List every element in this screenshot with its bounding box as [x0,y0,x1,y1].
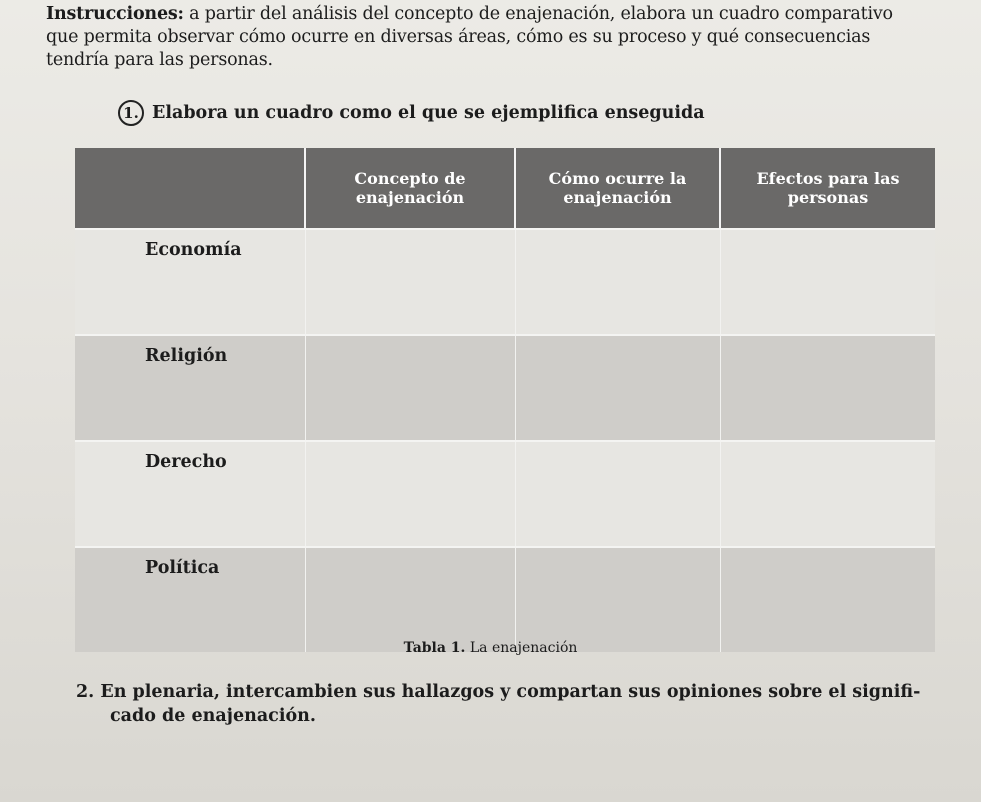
caption-text: La enajenación [465,640,578,656]
table-caption [0,640,981,656]
table-cell[interactable] [515,229,720,335]
instructions-line-2: que permita observar cómo ocurre en diversas áreas, cómo es su proceso y qué consecuencias [46,27,871,47]
table-cell[interactable] [305,229,515,335]
table-cell[interactable] [305,335,515,441]
table-cell[interactable] [305,547,515,652]
step-2-line-2: cado de enajenación. [110,706,316,726]
instructions-line-3: tendría para las personas. [46,50,273,70]
table-row-politica [75,547,935,652]
step-2-number: 2. [76,682,95,702]
step-2-line-1: En plenaria, intercambien sus hallazgos y compartan sus opiniones sobre el signifi- [100,682,921,702]
step-2 [76,680,956,728]
step-1-text: Elabora un cuadro como el que se ejemplifica enseguida [152,103,705,123]
step-1-number: 1. [118,100,144,126]
instructions [46,3,946,72]
table-row-derecho [75,441,935,547]
instructions-line-1: a partir del análisis del concepto de enajenación, elabora un cuadro comparativo [183,4,893,24]
comparison-table [75,148,935,652]
row-label-religion: Religión [75,335,305,441]
header-como-ocurre: Cómo ocurre la enajenación [515,148,720,229]
row-label-economia: Economía [75,229,305,335]
table-cell[interactable] [720,441,935,547]
table-cell[interactable] [720,229,935,335]
table-header-row [75,148,935,229]
caption-label: Tabla 1. [403,640,466,656]
step-1 [118,100,705,126]
row-label-derecho: Derecho [75,441,305,547]
instructions-label: Instrucciones: [46,4,184,24]
header-blank [75,148,305,229]
table-cell[interactable] [515,335,720,441]
header-efectos: Efectos para las personas [720,148,935,229]
table-cell[interactable] [515,441,720,547]
table-cell[interactable] [720,335,935,441]
table-cell[interactable] [720,547,935,652]
row-label-politica: Política [75,547,305,652]
table-cell[interactable] [515,547,720,652]
header-concepto: Concepto de enajenación [305,148,515,229]
table-cell[interactable] [305,441,515,547]
table-row-economia [75,229,935,335]
table-row-religion [75,335,935,441]
